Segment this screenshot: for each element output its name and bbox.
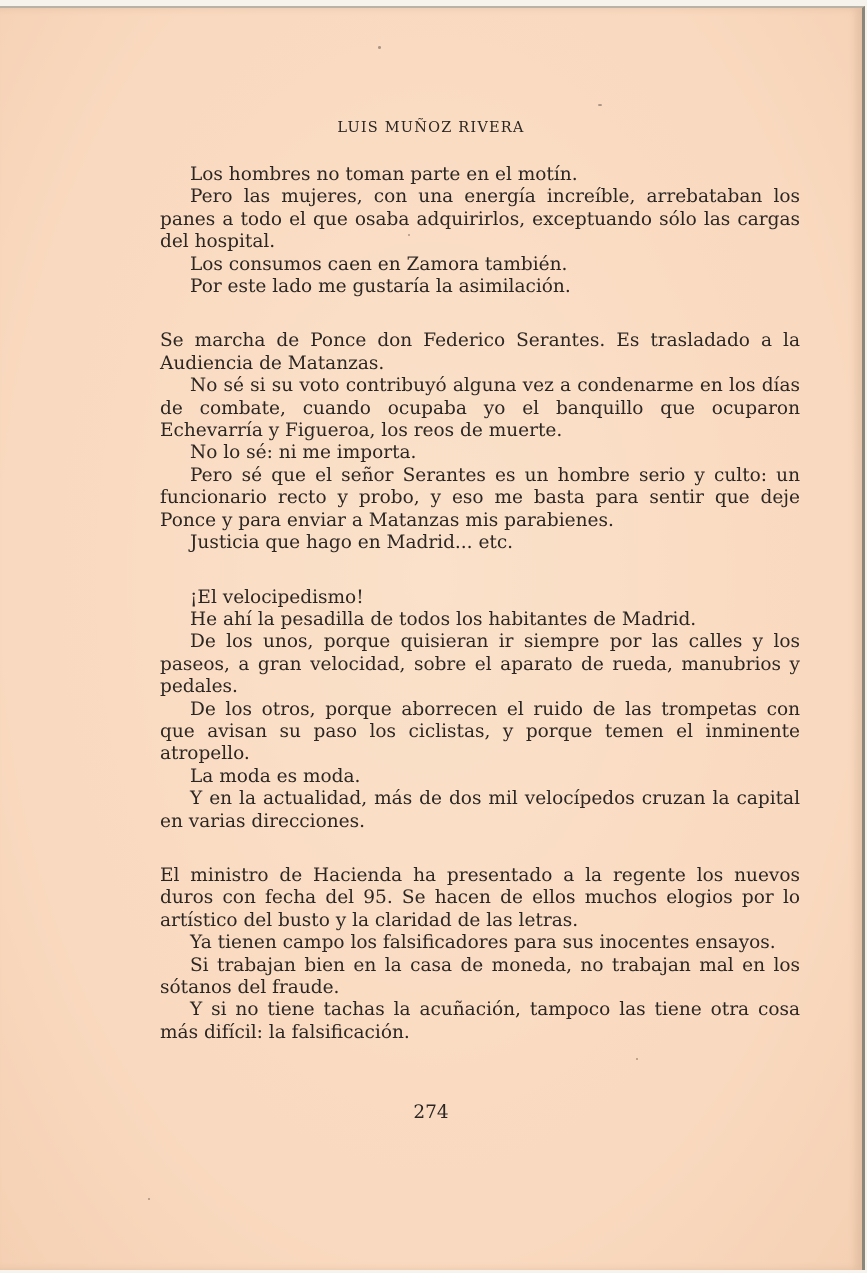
page-number: 274 (413, 1102, 449, 1123)
paper-speck (636, 1058, 638, 1060)
paragraph: Y si no tiene tachas la acuñación, tampoco las tiene otra cosa más difícil: la falsificación. (160, 999, 800, 1043)
section-nuevos-duros (160, 865, 800, 1044)
paragraph: ¡El velocipedismo! (190, 586, 364, 608)
book-page (0, 6, 865, 1270)
paragraph: Ya tienen campo los falsificadores para sus inocentes ensayos. (190, 932, 776, 954)
paragraph: Justicia que hago en Madrid... etc. (190, 532, 514, 554)
paragraph: Se marcha de Ponce don Federico Serantes. Es trasladado a la Audiencia de Matanzas. (160, 330, 800, 374)
section-velocipedismo (160, 587, 800, 833)
paper-speck (408, 234, 410, 236)
paper-speck (378, 46, 381, 49)
paragraph: No sé si su voto contribuyó alguna vez a condenarme en los días de combate, cuando ocupaba yo el banquillo que ocuparon Echevarría y Figueroa, los reos de muerte. (160, 375, 800, 442)
paragraph: No lo sé: ni me importa. (190, 442, 417, 464)
paragraph: Pero sé que el señor Serantes es un hombre serio y culto: un funcionario recto y probo, y eso me basta para sentir que deje Ponce y para enviar a Matanzas mis parabienes. (160, 464, 800, 531)
paragraph: De los otros, porque aborrecen el ruido de las trompetas con que avisan su paso los ciclistas, y porque temen el inminente atropello. (160, 698, 800, 765)
paragraph: Por este lado me gustaría la asimilación. (190, 276, 571, 298)
paragraph: He ahí la pesadilla de todos los habitantes de Madrid. (190, 608, 697, 630)
paragraph: El ministro de Hacienda ha presentado a la regente los nuevos duros con fecha del 95. Se hacen de ellos muchos elogios por lo artístico del busto y la claridad de las letras. (160, 864, 800, 931)
paragraph: Los consumos caen en Zamora también. (190, 253, 568, 275)
running-head: LUIS MUÑOZ RIVERA (337, 120, 525, 136)
paper-speck (148, 1198, 150, 1200)
paragraph: Y en la actualidad, más de dos mil velocípedos cruzan la capital en varias direcciones. (160, 788, 800, 832)
paper-speck (598, 104, 602, 106)
page-body (160, 164, 800, 1044)
paragraph: Si trabajan bien en la casa de moneda, no trabajan mal en los sótanos del fraude. (160, 954, 800, 998)
section-serantes (160, 330, 800, 554)
paragraph: De los unos, porque quisieran ir siempre por las calles y los paseos, a gran velocidad, sobre el aparato de rueda, manubrios y pedales. (160, 631, 800, 698)
paragraph: Pero las mujeres, con una energía increíble, arrebataban los panes a todo el que osaba adquirirlos, exceptuando sólo las cargas del hospital. (160, 186, 800, 253)
section-bread-riot (160, 164, 800, 298)
paragraph: Los hombres no toman parte en el motín. (190, 164, 578, 185)
paragraph: La moda es moda. (190, 765, 361, 787)
